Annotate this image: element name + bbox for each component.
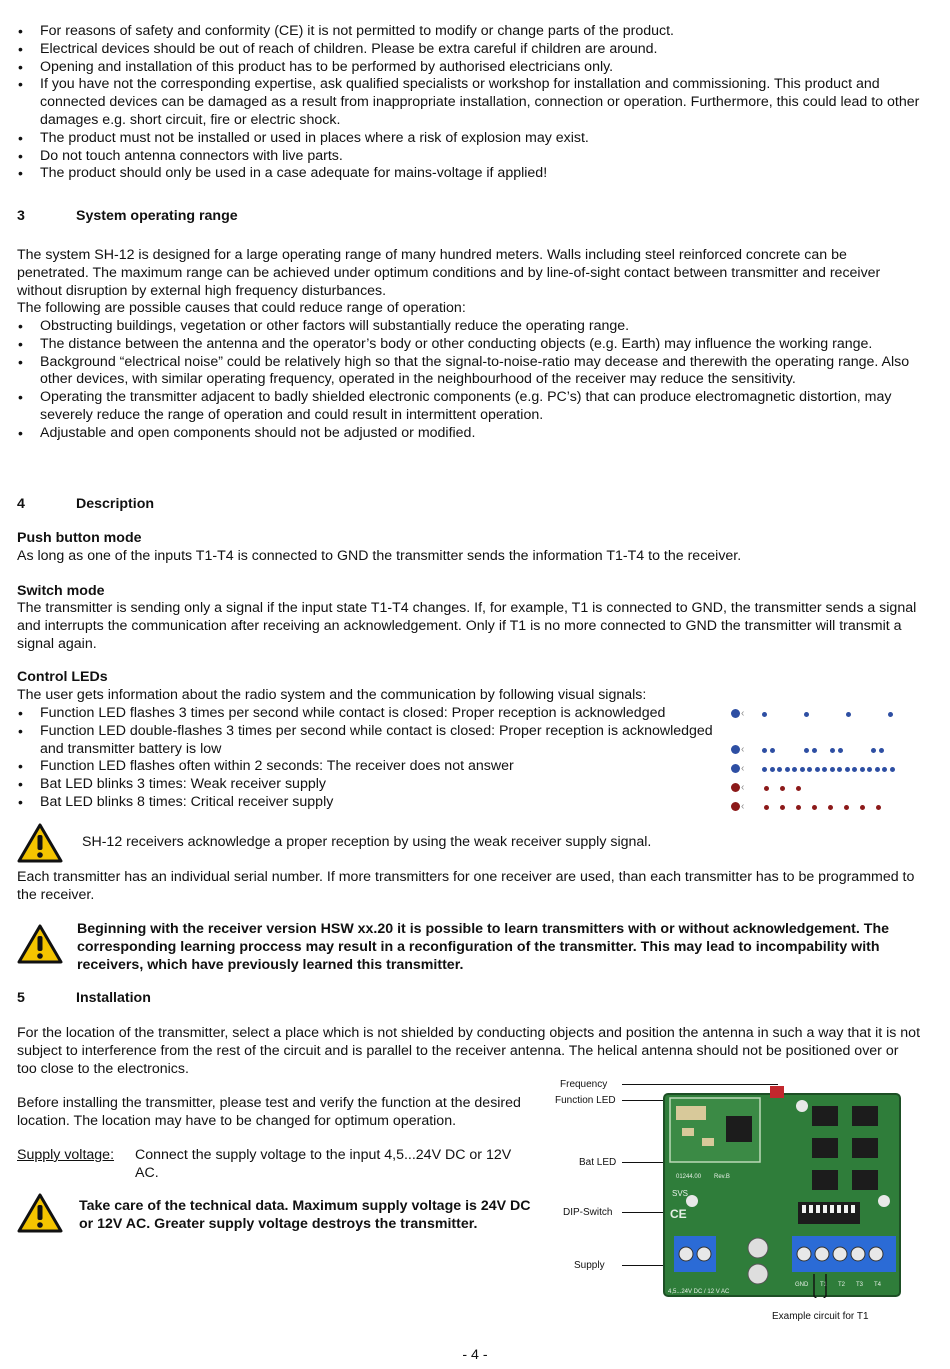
- led-flash-dot: [828, 805, 833, 810]
- section-number: 4: [17, 496, 25, 512]
- location-text: For the location of the transmitter, select a place which is not shielded by conducting objects and position the antenna in such a way that it is not subject to interference from the rest of the circuit and is parallel to the receiver antenna. The helical antenna should not be positioned over or too close to the electronics.: [17, 1025, 921, 1077]
- list-item: • Adjustable and open components should not be adjusted or modified.: [17, 425, 922, 443]
- list-item: • Function LED double-flashes 3 times per second while contact is closed: Proper reception is acknowledged and transmitter battery is low: [17, 723, 717, 759]
- led-flash-dot: [812, 805, 817, 810]
- led-pattern-row: [731, 707, 901, 721]
- list-item: • Function LED flashes often within 2 seconds: The receiver does not answer: [17, 758, 717, 776]
- section-title: Description: [76, 496, 155, 512]
- led-flash-dot: [777, 767, 782, 772]
- led-flash-dot: [876, 805, 881, 810]
- led-flash-dot: [796, 786, 801, 791]
- led-flash-dot: [796, 805, 801, 810]
- label-bat-led: Bat LED: [579, 1157, 617, 1168]
- led-flash-dot: [764, 805, 769, 810]
- section-5-heading: [17, 990, 151, 1008]
- terminal-label: T2: [838, 1282, 846, 1288]
- ce-mark: CE: [670, 1207, 687, 1221]
- led-flash-dot: [804, 712, 809, 717]
- list-item: • The product should only be used in a case adequate for mains-voltage if applied!: [17, 165, 922, 183]
- list-item: • Electrical devices should be out of reach of children. Please be extra careful if children are around.: [17, 41, 922, 59]
- warning-icon: [17, 823, 63, 863]
- led-flash-dot: [785, 767, 790, 772]
- led-flash-dot: [879, 748, 884, 753]
- terminal-label: T4: [874, 1282, 882, 1288]
- list-item: • Do not touch antenna connectors with live parts.: [17, 148, 922, 166]
- led-flash-dot: [844, 805, 849, 810]
- dip-switch: [798, 1202, 860, 1224]
- led-flash-dot: [762, 767, 767, 772]
- section-3-intro: The system SH-12 is designed for a large operating range of many hundred meters. Walls including steel reinforced concrete can be penetrated. The maximum range can be achieved under optimum conditions and by line-of-sight contact between transmitter and receiver without disruption by external high frequency disturbances.: [17, 247, 881, 299]
- led-flash-dot: [804, 748, 809, 753]
- label-supply: Supply: [574, 1260, 605, 1271]
- label-frequency: Frequency: [560, 1079, 608, 1090]
- list-item: • Operating the transmitter adjacent to badly shielded electronic components (e.g. PC’s) that can produce electromagnetic distortion, may severely reduce the range of operation and could result in intermittent operation.: [17, 389, 922, 425]
- led-pattern-row: [731, 781, 901, 795]
- board-voltage-label: 4,5...24V DC / 12 V AC: [668, 1289, 730, 1295]
- led-flash-dot: [800, 767, 805, 772]
- serial-number-text: Each transmitter has an individual serial number. If more transmitters for one receiver are used, than each transmitter has to be programmed to the receiver.: [17, 869, 915, 903]
- led-flash-dot: [867, 767, 872, 772]
- switch-mode-text: The transmitter is sending only a signal if the input state T1-T4 changes. If, for example, T1 is connected to GND, the transmitter sends a signal and interrupts the communication after receiving an acknowledgement. Only if T1 is no more connected to GND the transmitter will transmit a signal again.: [17, 600, 917, 652]
- list-item: • The distance between the antenna and the operator’s body or other conducting objects (e.g. Earth) may influence the working range.: [17, 336, 922, 354]
- led-icon: [731, 802, 740, 811]
- led-flash-dot: [822, 767, 827, 772]
- led-flash-dot: [860, 767, 865, 772]
- control-leds-title: Control LEDs: [17, 669, 108, 685]
- led-flash-dot: [860, 805, 865, 810]
- section-title: Installation: [76, 990, 151, 1006]
- led-flash-dot: [830, 767, 835, 772]
- label-dip-switch: DIP-Switch: [563, 1207, 613, 1218]
- control-leds-intro: The user gets information about the radio system and the communication by following visual signals:: [17, 687, 647, 703]
- led-pattern-row: [731, 743, 901, 757]
- led-flash-dot: [830, 748, 835, 753]
- leader-line: [622, 1084, 778, 1085]
- led-flash-dot: [852, 767, 857, 772]
- section-4-heading: [17, 496, 154, 514]
- section-title: System operating range: [76, 208, 238, 224]
- frequency-component: [770, 1086, 784, 1098]
- led-flash-dot: [764, 786, 769, 791]
- led-flash-dot: [838, 748, 843, 753]
- list-item: • The product must not be installed or used in places where a risk of explosion may exist.: [17, 130, 922, 148]
- list-item: • If you have not the corresponding expertise, ask qualified specialists or workshop for installation and commissioning. This product and connected devices can be damaged as a result from inappropriate installation, connection or operation. Furthermore, this could lead to other damages e.g. short circuit, fire or electric shock.: [17, 76, 922, 129]
- led-glow-icon: ‹: [741, 782, 745, 793]
- led-flash-dot: [815, 767, 820, 772]
- terminal-label: GND: [795, 1282, 809, 1288]
- led-icon: [731, 709, 740, 718]
- supply-voltage-text: Connect the supply voltage to the input 4,5...24V DC or 12V AC.: [135, 1147, 512, 1181]
- page-number: - 4 -: [462, 1347, 488, 1363]
- warning-icon: [17, 1193, 63, 1233]
- led-icon: [731, 783, 740, 792]
- warning-text-1: SH-12 receivers acknowledge a proper reception by using the weak receiver supply signal.: [82, 834, 652, 850]
- safety-list: [17, 23, 922, 183]
- led-flash-dot: [875, 767, 880, 772]
- led-flash-dot: [770, 748, 775, 753]
- led-glow-icon: ‹: [741, 708, 745, 719]
- led-flash-dot: [770, 767, 775, 772]
- board-rev: Rev.B: [714, 1174, 730, 1180]
- led-flash-dot: [792, 767, 797, 772]
- led-flash-dot: [780, 786, 785, 791]
- led-icon: [731, 764, 740, 773]
- list-item: • Obstructing buildings, vegetation or other factors will substantially reduce the operating range.: [17, 318, 922, 336]
- led-flash-dot: [780, 805, 785, 810]
- led-flash-dot: [807, 767, 812, 772]
- section-number: 5: [17, 990, 25, 1006]
- list-item: • For reasons of safety and conformity (CE) it is not permitted to modify or change parts of the product.: [17, 23, 922, 41]
- led-pattern-row: [731, 762, 901, 776]
- label-function-led: Function LED: [555, 1095, 616, 1106]
- led-glow-icon: ‹: [741, 744, 745, 755]
- led-glow-icon: ‹: [741, 763, 745, 774]
- transmitter-board-photo: [662, 1086, 902, 1298]
- led-icon: [731, 745, 740, 754]
- led-flash-dot: [845, 767, 850, 772]
- list-item: • Function LED flashes 3 times per second while contact is closed: Proper reception is acknowledged: [17, 705, 717, 723]
- led-flash-dot: [846, 712, 851, 717]
- test-text: Before installing the transmitter, please test and verify the function at the desired location. The location may have to be changed for optimum operation.: [17, 1095, 521, 1129]
- label-example-circuit: Example circuit for T1: [772, 1311, 869, 1322]
- list-item: • Opening and installation of this product has to be performed by authorised electricians only.: [17, 59, 922, 77]
- section-3-heading: [17, 208, 238, 226]
- list-item: • Background “electrical noise” could be relatively high so that the signal-to-noise-ratio may decease and therewith the operating range. Also other devices, with similar operating frequency, operated in the neighbourhood of the receiver may reduce the sensitivity.: [17, 354, 922, 390]
- led-flash-dot: [890, 767, 895, 772]
- led-flash-dot: [888, 712, 893, 717]
- board-code: 01244.00: [676, 1174, 702, 1180]
- push-mode-text: As long as one of the inputs T1-T4 is connected to GND the transmitter sends the information T1-T4 to the receiver.: [17, 548, 742, 564]
- warning-text-2: Beginning with the receiver version HSW xx.20 it is possible to learn transmitters with or without acknowledgement. The corresponding learning proccess may result in a reconfiguration of the transmitter. This may lead to incompability with receivers, which have previously learned this transmitter.: [77, 921, 890, 973]
- warning-text-3: Take care of the technical data. Maximum supply voltage is 24V DC or 12V AC. Greater supply voltage destroys the transmitter.: [79, 1198, 531, 1232]
- led-flash-dot: [837, 767, 842, 772]
- warning-icon: [17, 924, 63, 964]
- list-item: • Bat LED blinks 8 times: Critical receiver supply: [17, 794, 717, 812]
- led-pattern-row: [731, 800, 901, 814]
- supply-voltage-label: Supply voltage:: [17, 1147, 115, 1163]
- terminal-label: T1: [820, 1282, 828, 1288]
- board-brand: SVS: [672, 1189, 689, 1198]
- microcontroller: [726, 1116, 752, 1142]
- led-flash-dot: [812, 748, 817, 753]
- led-flash-dot: [871, 748, 876, 753]
- led-flash-dot: [762, 748, 767, 753]
- led-flash-dot: [882, 767, 887, 772]
- push-mode-title: Push button mode: [17, 530, 142, 546]
- section-3-causes-intro: The following are possible causes that could reduce range of operation:: [17, 300, 466, 316]
- terminal-label: T3: [856, 1282, 864, 1288]
- led-signal-list: [17, 705, 717, 812]
- led-flash-dot: [762, 712, 767, 717]
- list-item: • Bat LED blinks 3 times: Weak receiver supply: [17, 776, 717, 794]
- led-glow-icon: ‹: [741, 801, 745, 812]
- section-number: 3: [17, 208, 25, 224]
- switch-mode-title: Switch mode: [17, 583, 105, 599]
- section-3-list: [17, 318, 922, 443]
